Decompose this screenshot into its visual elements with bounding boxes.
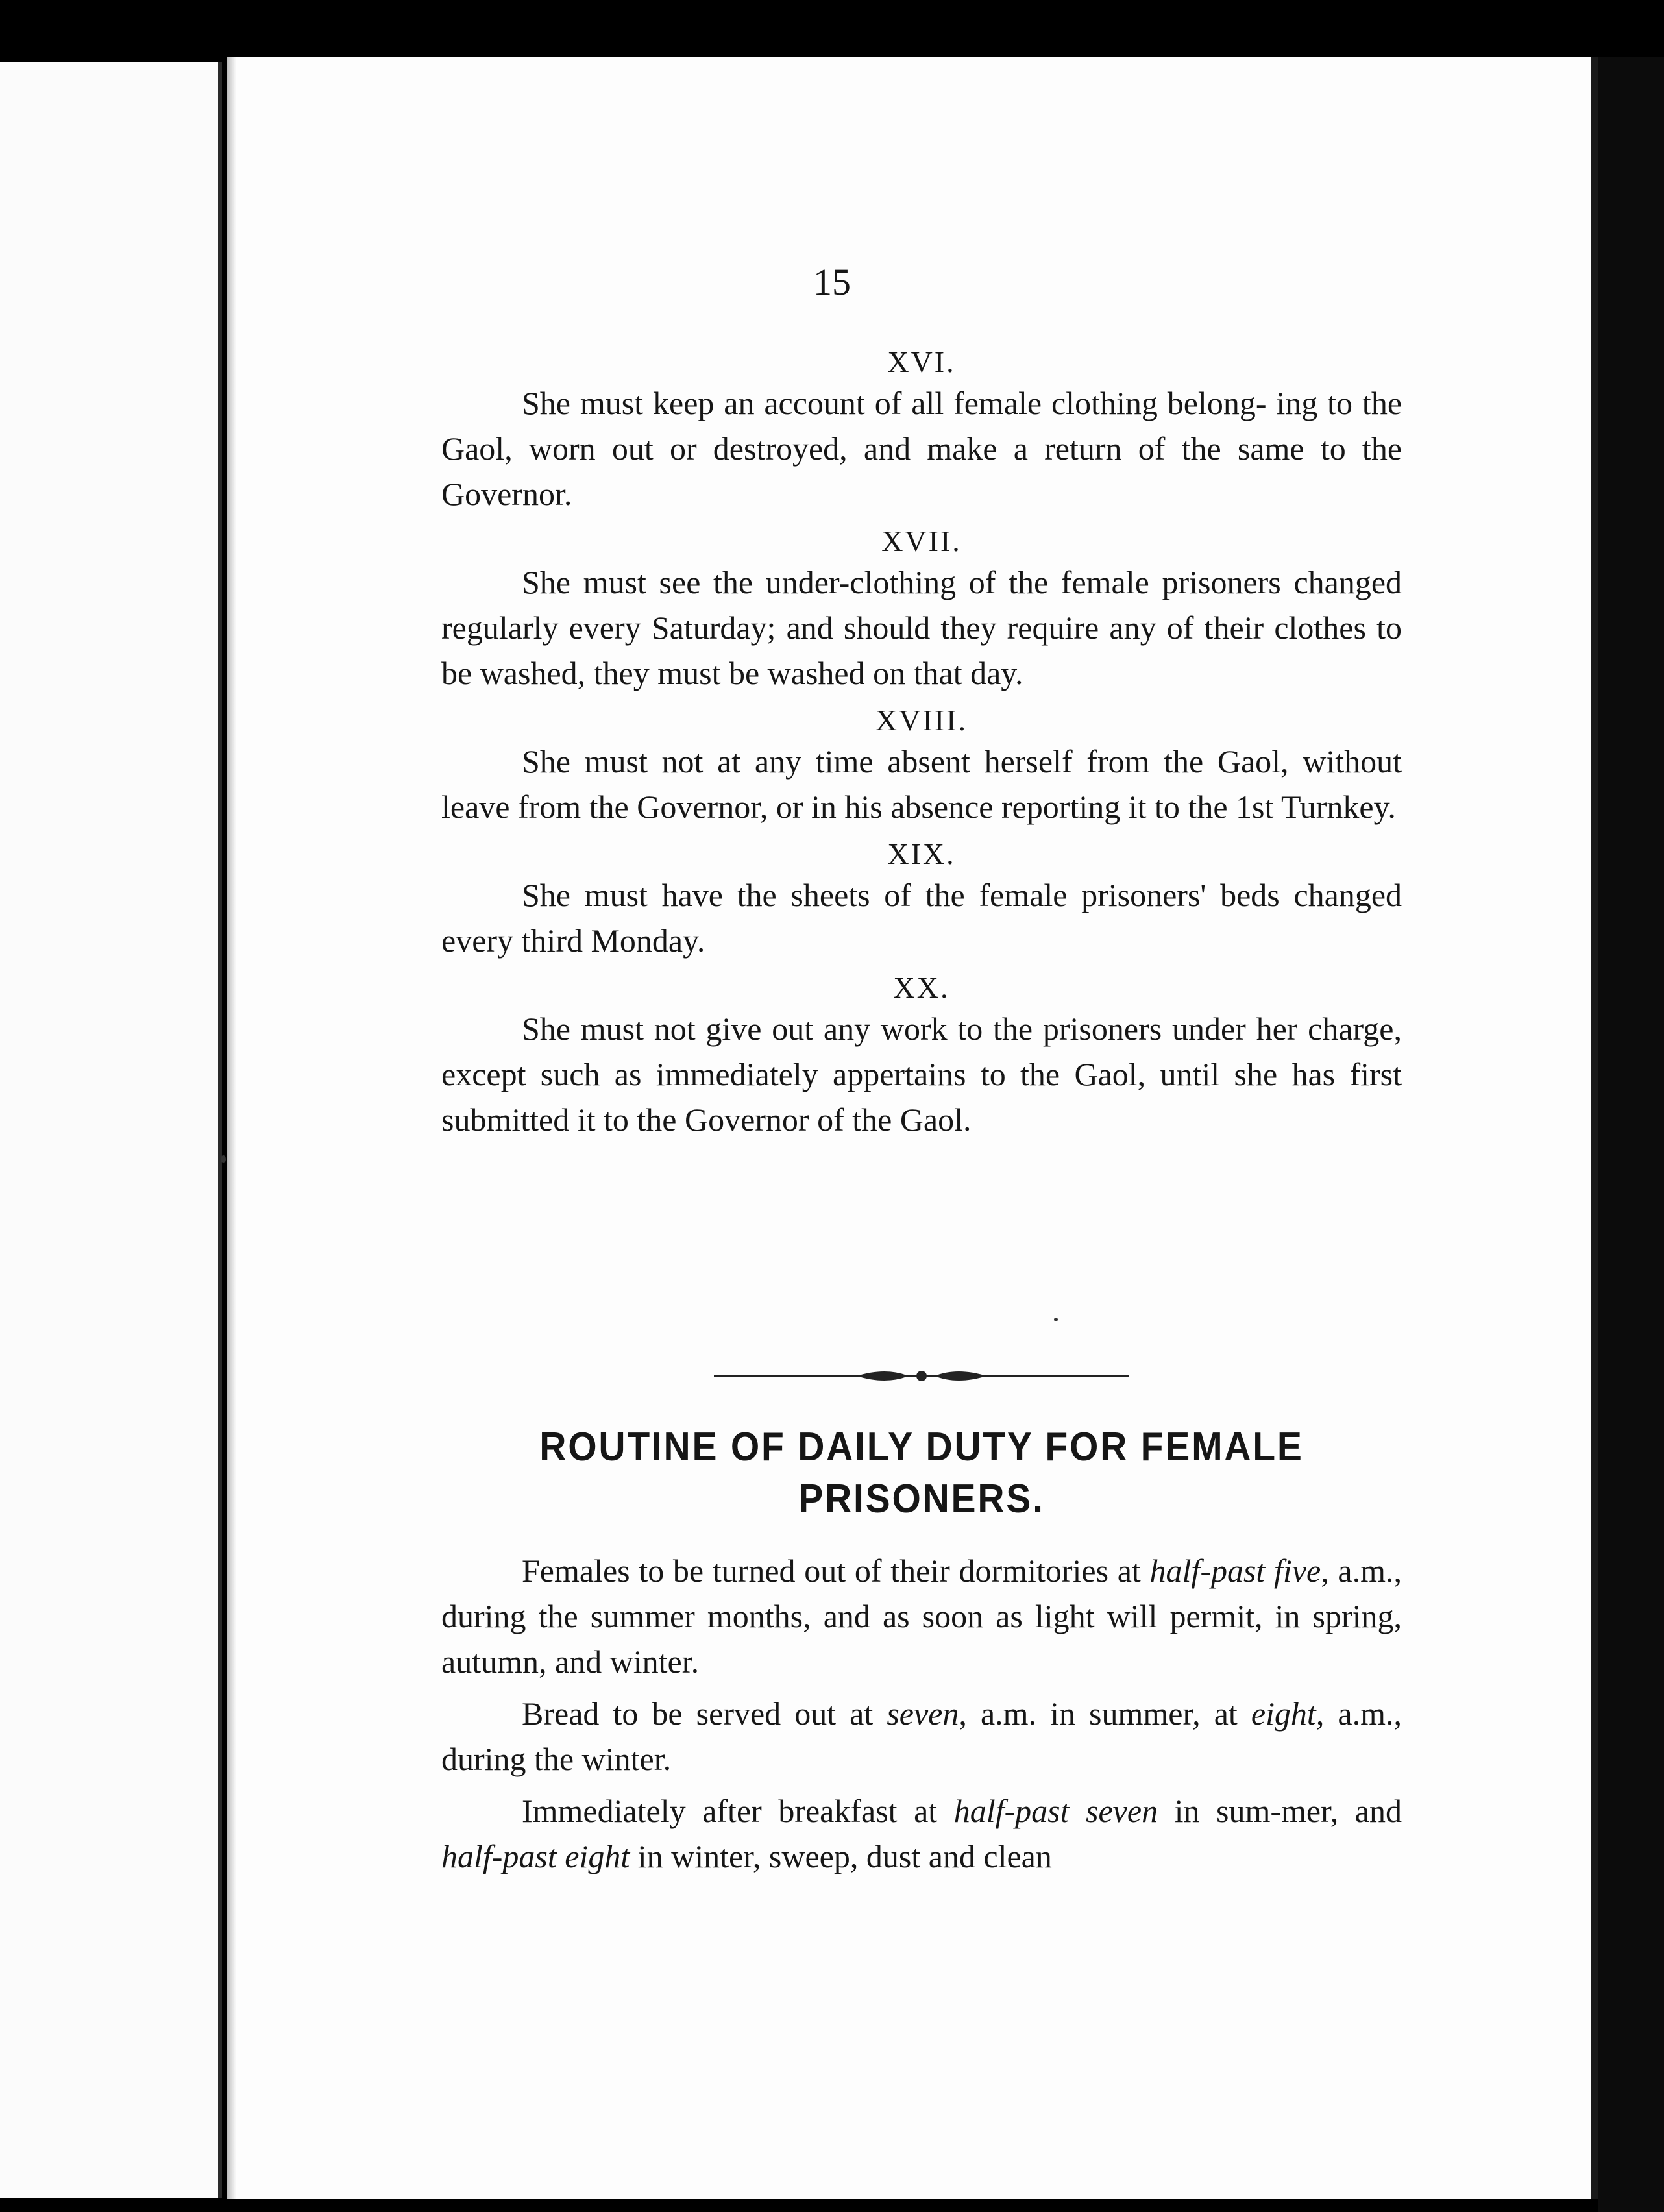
scan-speck: [221, 1155, 226, 1163]
rule-20: [441, 970, 1402, 1142]
rule-18: [441, 702, 1402, 830]
scan-speck: [1054, 1318, 1058, 1321]
rule-text: She must not give out any work to the prisoners under her charge, except such as immediately appertains to the Gaol, until she has first submitted it to the Governor of the Gaol.: [441, 1011, 1402, 1138]
spine-shadow: [227, 57, 236, 2199]
page-number: 15: [813, 261, 851, 303]
rule-numeral: XVIII.: [875, 704, 968, 737]
facing-page-edge: [0, 62, 222, 2198]
routine-block: [441, 1548, 1402, 1879]
rules-block: [441, 344, 1402, 1142]
heading-line-1: ROUTINE OF DAILY DUTY FOR FEMALE: [539, 1425, 1304, 1469]
rule-16: [441, 344, 1402, 517]
rule-numeral: XVII.: [881, 524, 962, 558]
routine-paragraph-1: Females to be turned out of their dormitories at half-past five, a.m., during the summer months, and as soon as light will permit, in spring, autumn, and winter.: [441, 1553, 1402, 1680]
scan-border: [1598, 57, 1664, 2212]
rule-numeral: XX.: [893, 971, 950, 1004]
rule-17: [441, 523, 1402, 696]
rule-numeral: XVI.: [887, 345, 956, 378]
rule-text: She must see the under-clothing of the female prisoners changed regularly every Saturday; and should they require any of their clothes to be washed, they must be washed on that day.: [441, 564, 1402, 691]
section-heading: [468, 1421, 1375, 1525]
routine-paragraph-3: Immediately after breakfast at half-past seven in sum-mer, and half-past eight in winter, sweep, dust and clean: [441, 1793, 1402, 1874]
rule-text: She must keep an account of all female clothing belong- ing to the Gaol, worn out or destroyed, and make a return of the same to the Governor.: [441, 385, 1402, 512]
rule-numeral: XIX.: [887, 837, 956, 870]
routine-paragraph-2: Bread to be served out at seven, a.m. in summer, at eight, a.m., during the winter.: [441, 1695, 1402, 1777]
ornament-divider-icon: [714, 1363, 1129, 1389]
rule-text: She must have the sheets of the female prisoners' beds changed every third Monday.: [441, 877, 1402, 959]
rule-19: [441, 836, 1402, 963]
heading-line-2: PRISONERS.: [798, 1477, 1045, 1521]
rule-text: She must not at any time absent herself from the Gaol, without leave from the Governor, or in his absence reporting it to the 1st Turnkey.: [441, 743, 1402, 825]
